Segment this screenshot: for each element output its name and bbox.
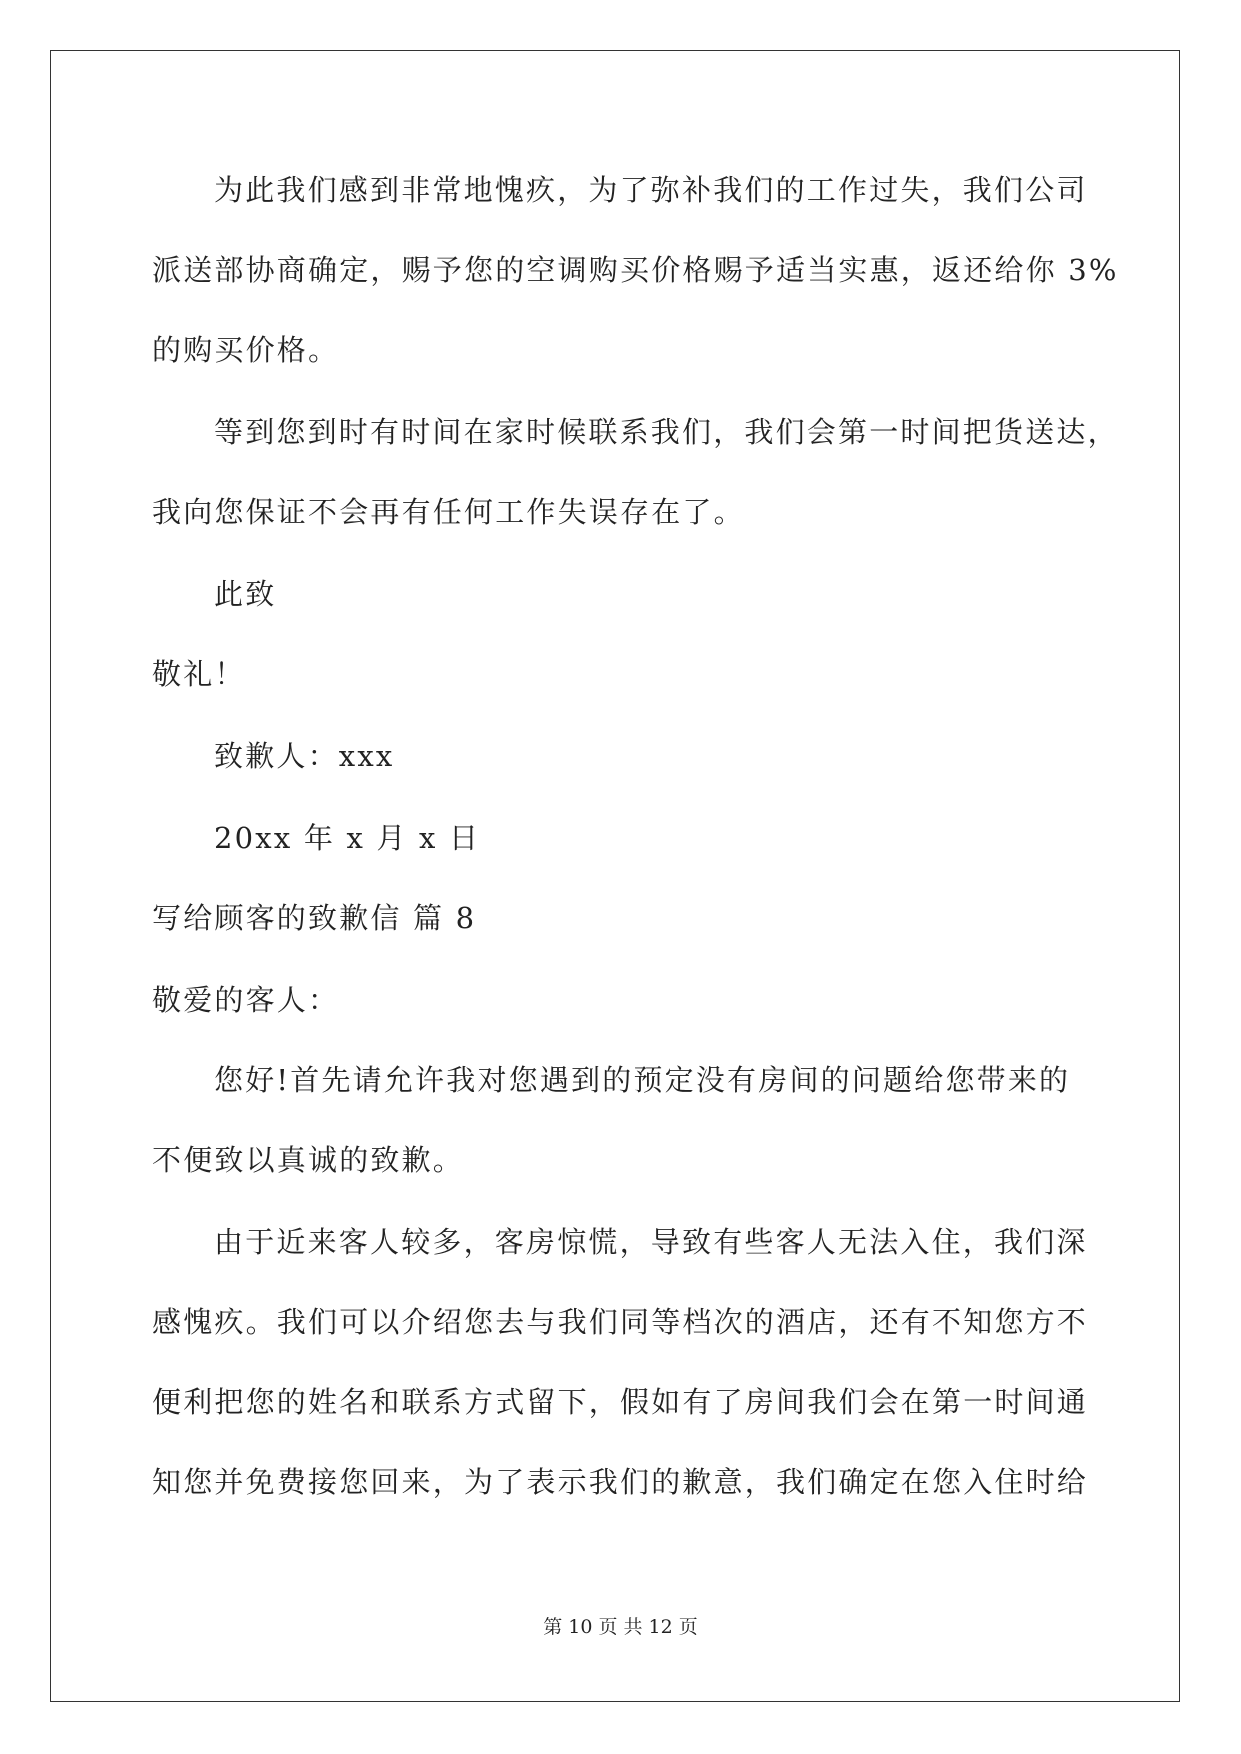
section-title: 写给顾客的致歉信 篇 8 bbox=[152, 901, 477, 935]
paragraph-line: 派送部协商确定，赐予您的空调购买价格赐予适当实惠，返还给你 3% bbox=[152, 253, 1119, 287]
paragraph-line: 您好!首先请允许我对您遇到的预定没有房间的问题给您带来的 bbox=[214, 1063, 1071, 1097]
paragraph-line: 为此我们感到非常地愧疚，为了弥补我们的工作过失，我们公司 bbox=[214, 173, 1088, 207]
signature: 致歉人：xxx bbox=[214, 739, 395, 773]
page-border bbox=[50, 50, 1180, 1702]
paragraph-line: 等到您到时有时间在家时候联系我们，我们会第一时间把货送达， bbox=[214, 415, 1119, 449]
paragraph-line: 由于近来客人较多，客房惊慌，导致有些客人无法入住，我们深 bbox=[214, 1225, 1088, 1259]
paragraph-line: 我向您保证不会再有任何工作失误存在了。 bbox=[152, 495, 745, 529]
paragraph-line: 知您并免费接您回来，为了表示我们的歉意，我们确定在您入住时给 bbox=[152, 1465, 1089, 1499]
closing-regards: 敬礼！ bbox=[152, 657, 246, 691]
date: 20xx 年 x 月 x 日 bbox=[214, 821, 481, 855]
closing-salutation: 此致 bbox=[214, 577, 277, 611]
page-number: 第 10 页 共 12 页 bbox=[543, 1616, 698, 1638]
paragraph-line: 不便致以真诚的致歉。 bbox=[152, 1143, 465, 1177]
paragraph-line: 感愧疚。我们可以介绍您去与我们同等档次的酒店，还有不知您方不 bbox=[152, 1305, 1089, 1339]
paragraph-line: 的购买价格。 bbox=[152, 333, 340, 367]
paragraph-line: 便利把您的姓名和联系方式留下，假如有了房间我们会在第一时间通 bbox=[152, 1385, 1089, 1419]
greeting: 敬爱的客人： bbox=[152, 983, 340, 1017]
